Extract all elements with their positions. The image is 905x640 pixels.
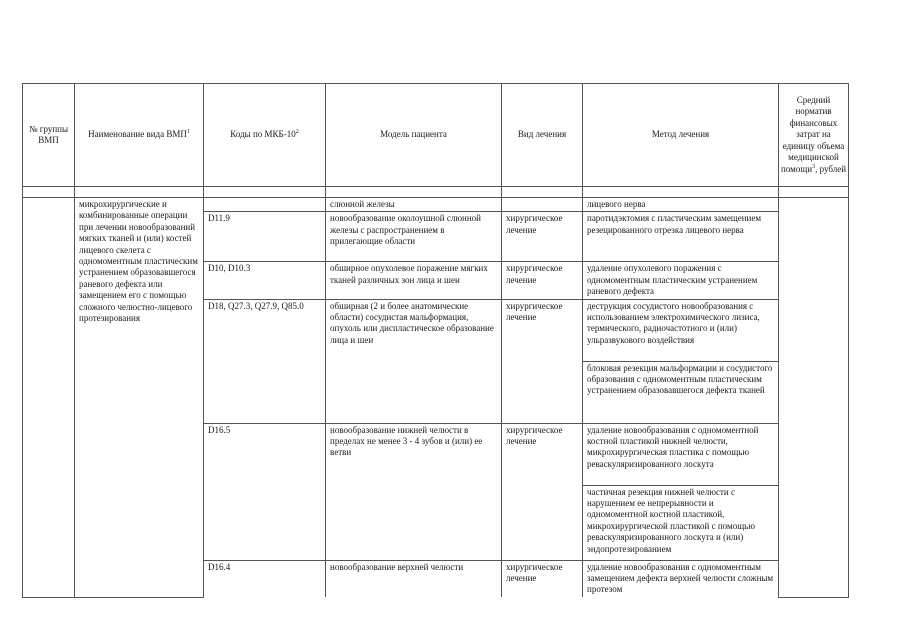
- codes-cell: D16.5: [204, 423, 326, 560]
- header-cost-norm: Средний норматив финансовых затрат на единицу объема медицинской помощи$^3$, рублей: [779, 84, 849, 187]
- method-cell: паротидэктомия с пластическим замещением резецированного отрезка лицевого нерва: [583, 212, 779, 262]
- header-treatment-method: Метод лечения: [583, 84, 779, 187]
- model-cell: слюнной железы: [326, 198, 502, 212]
- treatment-cell: хирургическое лечение: [502, 212, 583, 262]
- model-cell: новообразование верхней челюсти: [326, 560, 502, 597]
- method-cell: деструкция сосудистого новообразования с использованием электрохимического лизиса, термического, радиочастотного и (или) ульразвукового воздействия: [583, 299, 779, 361]
- spacer-row: [23, 187, 849, 198]
- table-row: [23, 198, 849, 212]
- model-cell: новообразование околоушной слюнной железы с распространением в прилегающие области: [326, 212, 502, 262]
- method-cell: удаление опухолевого поражения с одномоментным пластическим устранением раневого дефекта: [583, 262, 779, 299]
- method-cell: удаление новообразования с одномоментным замещением дефекта верхней челюсти сложным протезом: [583, 560, 779, 597]
- treatment-cell: хирургическое лечение: [502, 262, 583, 299]
- treatment-cell: [502, 198, 583, 212]
- codes-cell: D11.9: [204, 212, 326, 262]
- treatment-cell: хирургическое лечение: [502, 299, 583, 423]
- model-cell: обширная (2 и более анатомические области) сосудистая мальформация, опухоль или диспластическое образование лица и шеи: [326, 299, 502, 423]
- header-vmp-name: Наименование вида ВМП$^1$: [75, 84, 204, 187]
- header-row: [23, 84, 849, 187]
- model-cell: обширное опухолевое поражение мягких тканей различных зон лица и шеи: [326, 262, 502, 299]
- method-cell: частичная резекция нижней челюсти с нарушением ее непрерывности и одномоментной костной пластикой, микрохирургической пластикой с помощью реваскуляризированного лоскута и (или) эндопротезированием: [583, 485, 779, 560]
- treatment-cell: хирургическое лечение: [502, 560, 583, 597]
- header-icd-codes: Коды по МКБ-$10^2$: [204, 84, 326, 187]
- method-cell: блоковая резекция мальформации и сосудистого образования с одномоментным пластическим устранением образовавшегося дефекта тканей: [583, 361, 779, 423]
- header-treatment-type: Вид лечения: [502, 84, 583, 187]
- treatment-cell: хирургическое лечение: [502, 423, 583, 560]
- group-number-cell: [23, 198, 75, 598]
- method-cell: лицевого нерва: [583, 198, 779, 212]
- codes-cell: D18, Q27.3, Q27.9, Q85.0: [204, 299, 326, 423]
- group-name-cell: микрохирургические и комбинированные операции при лечении новообразований мягких тканей и (или) костей лицевого скелета с одномоментным пластическим устранением образовавшегося раневого дефекта или замещением его с помощью сложного челюстно-лицевого протезирования: [75, 198, 204, 598]
- header-group-number: № группы ВМП: [23, 84, 75, 187]
- header-patient-model: Модель пациента: [326, 84, 502, 187]
- model-cell: новообразование нижней челюсти в пределах не менее 3 - 4 зубов и (или) ее ветви: [326, 423, 502, 560]
- codes-cell: [204, 198, 326, 212]
- codes-cell: D10, D10.3: [204, 262, 326, 299]
- codes-cell: D16.4: [204, 560, 326, 597]
- method-cell: удаление новообразования с одномоментной костной пластикой нижней челюсти, микрохирургическая пластика с помощью реваскуляризированного лоскута: [583, 423, 779, 485]
- vmp-table: [22, 83, 849, 598]
- cost-cell: [779, 198, 849, 598]
